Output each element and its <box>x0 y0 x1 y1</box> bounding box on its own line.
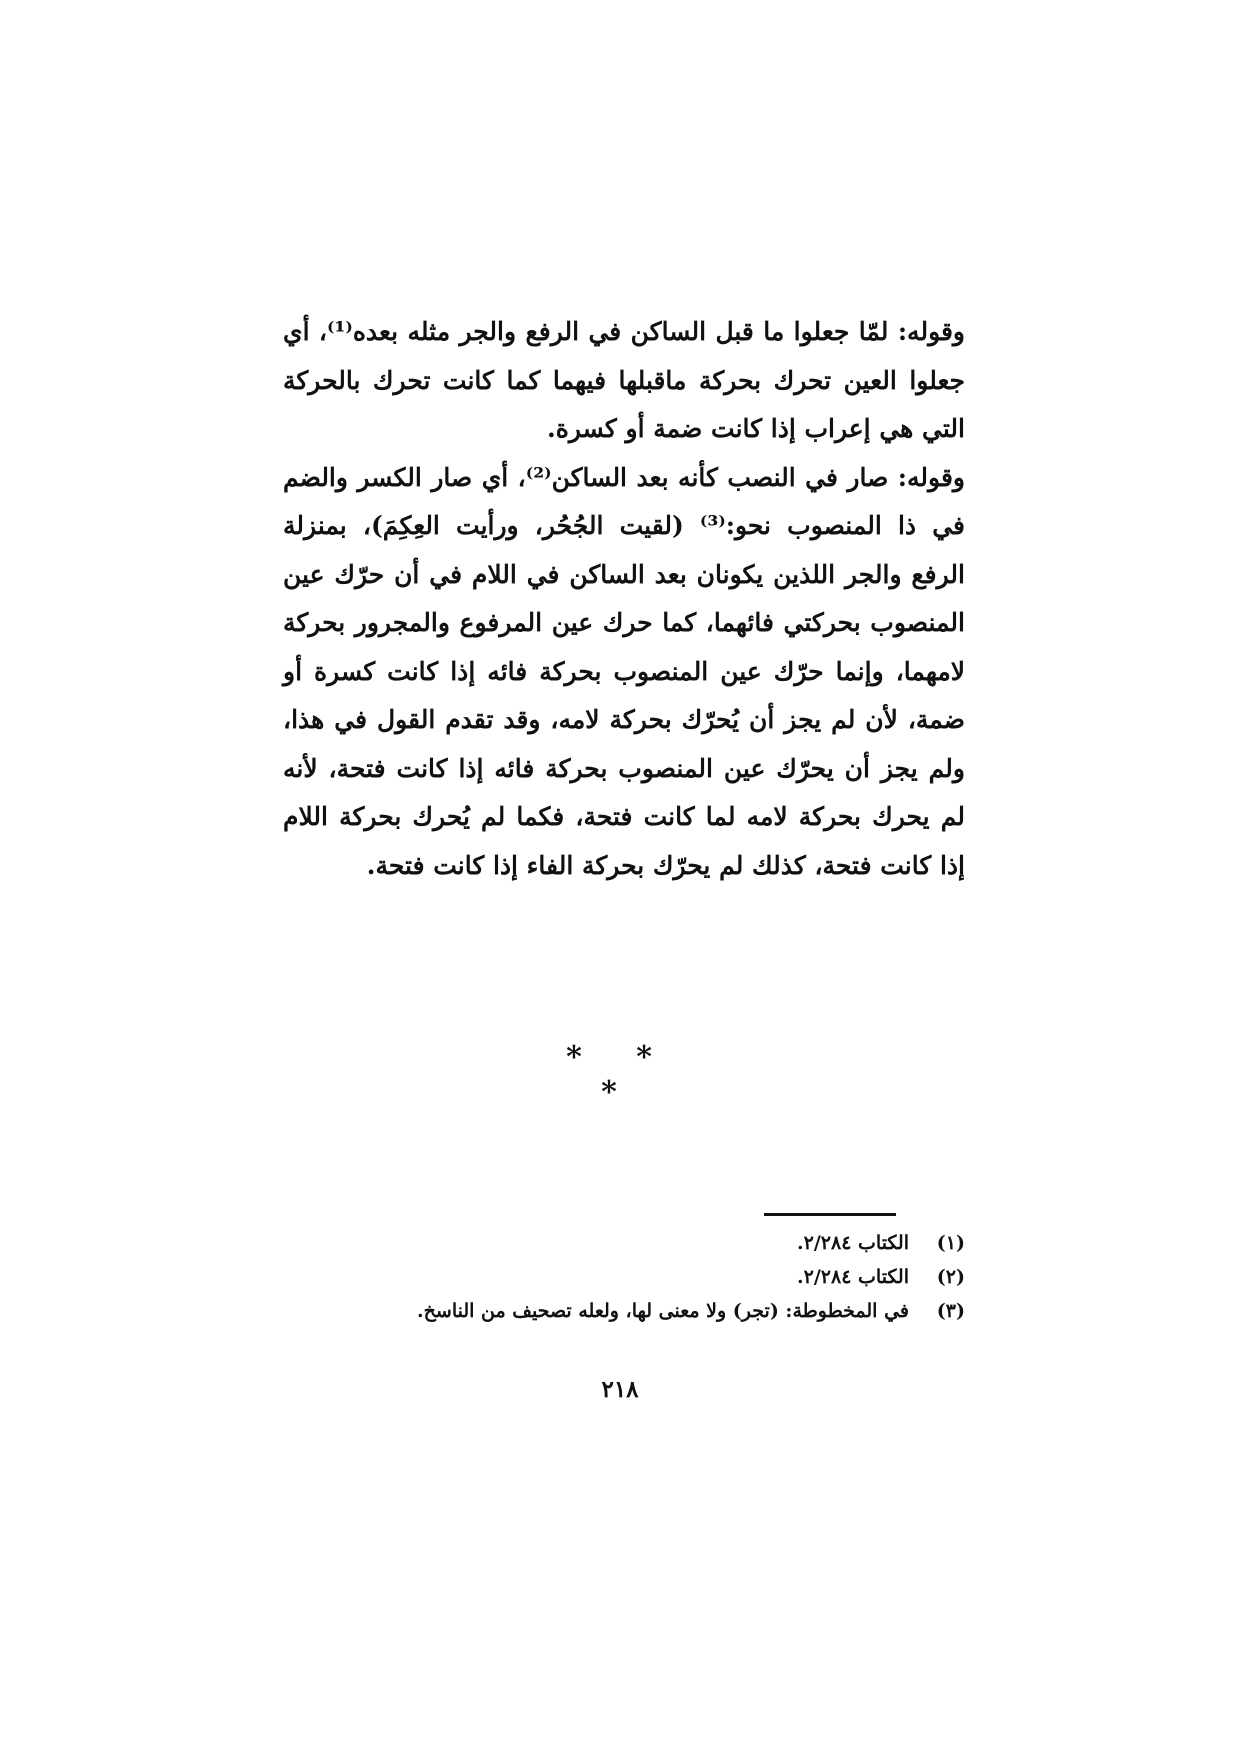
footnote-number: (١) <box>936 1232 965 1254</box>
footnote-text: في المخطوطة: (تجر) ولا معنى لها، ولعله تصحيف من الناسخ. <box>417 1300 909 1322</box>
footnote-number: (٢) <box>936 1266 965 1288</box>
paragraph-2: وقوله: صار في النصب كأنه بعد الساكن⁽²⁾، أي صار الكسر والضم في ذا المنصوب نحو:⁽³⁾ (لقيت الجُحُر، ورأيت العِكِمَ)، بمنزلة الرفع والجر اللذين يكونان بعد الساكن في اللام في أن حرّك عين المنصوب بحركتي فائهما، كما حرك عين المرفوع والمجرور بحركة لامهما، وإنما حرّك عين المنصوب بحركة فائه إذا كانت كسرة أو ضمة، لأن لم يجز أن يُحرّك بحركة لامه، وقد تقدم القول في هذا، ولم يجز أن يحرّك عين المنصوب بحركة فائه إذا كانت فتحة، لأنه لم يحرك بحركة لامه لما كانت فتحة، فكما لم يُحرك بحركة اللام إذا كانت فتحة، كذلك لم يحرّك بحركة الفاء إذا كانت فتحة. <box>283 462 965 880</box>
main-text <box>283 308 965 890</box>
paragraph-1: وقوله: لمّا جعلوا ما قبل الساكن في الرفع والجر مثله بعده⁽¹⁾، أي جعلوا العين تحرك بحركة ماقبلها فيهما كما كانت تحرك بالحركة التي هي إعراب إذا كانت ضمة أو كسرة. <box>283 317 966 443</box>
footnote-text: الكتاب ٢/٢٨٤. <box>797 1266 909 1288</box>
page-number: ٢١٨ <box>601 1376 639 1403</box>
footnote-number: (٣) <box>936 1300 965 1322</box>
footnotes <box>283 1226 965 1328</box>
footnote-2 <box>283 1260 965 1294</box>
footnote-1 <box>283 1226 965 1260</box>
section-separator: * * * <box>566 1040 674 1110</box>
footnote-3 <box>283 1294 965 1328</box>
footnote-text: الكتاب ٢/٢٨٤. <box>797 1232 909 1254</box>
footnote-divider <box>764 1213 896 1216</box>
